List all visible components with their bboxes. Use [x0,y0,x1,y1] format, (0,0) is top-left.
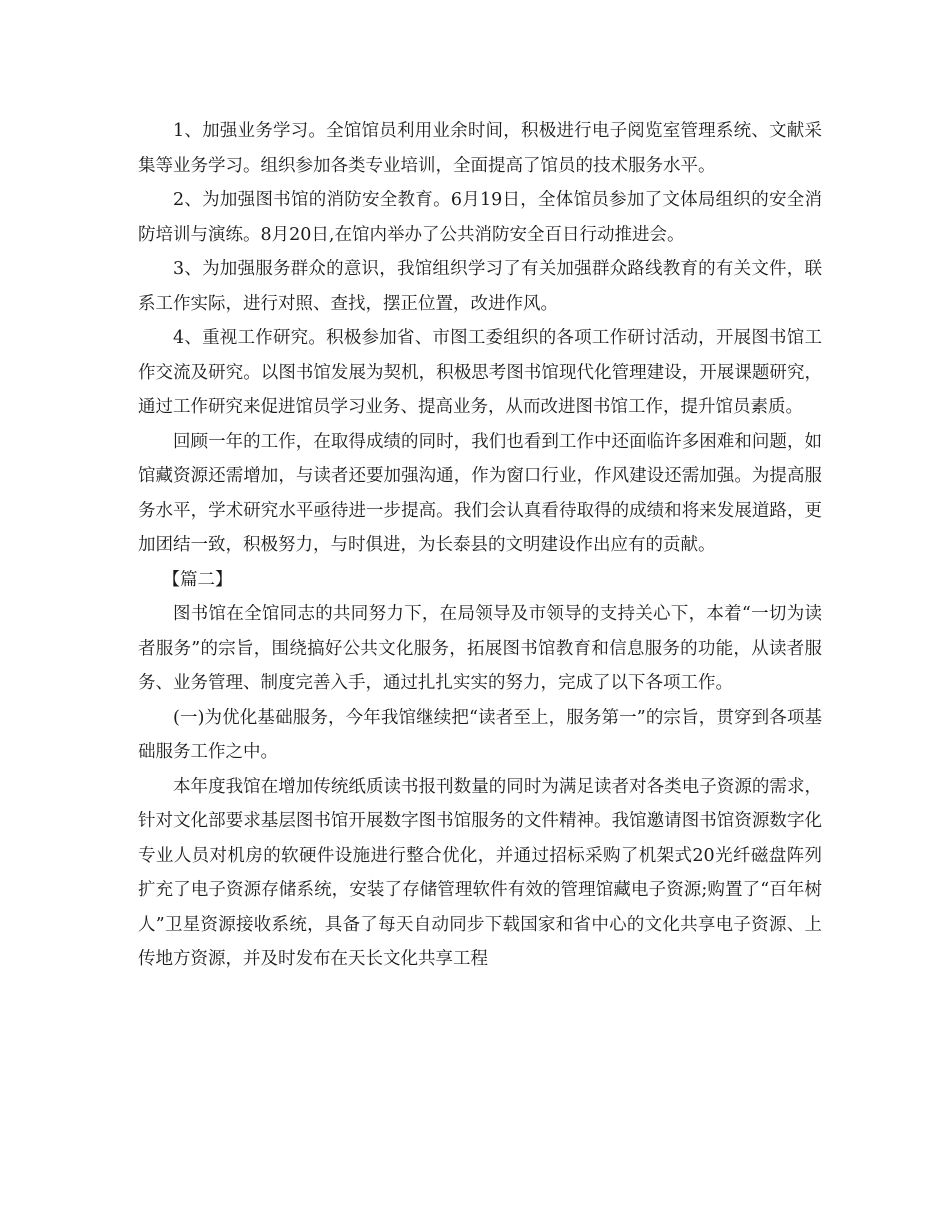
paragraph-digital-resources: 本年度我馆在增加传统纸质读书报刊数量的同时为满足读者对各类电子资源的需求，针对文化部要求基层图书馆开展数字图书馆服务的文件精神。我馆邀请图书馆资源数字化专业人员对机房的软硬件设施进行整合优化，并通过招标采购了机架式20光纤磁盘阵列扩充了电子资源存储系统，安装了存储管理软件有效的管理馆藏电子资源;购置了“百年树人”卫星资源接收系统，具备了每天自动同步下载国家和省中心的文化共享电子资源、上传地方资源，并及时发布在天长文化共享工程 [138,776,822,969]
paragraph-study: 1、加强业务学习。全馆馆员利用业余时间，积极进行电子阅览室管理系统、文献采集等业务学习。组织参加各类专业培训，全面提高了馆员的技术服务水平。 [138,121,822,176]
paragraph-intro: 图书馆在全馆同志的共同努力下，在局领导及市领导的支持关心下，本着“一切为读者服务”的宗旨，围绕搞好公共文化服务，拓展图书馆教育和信息服务的功能，从读者服务、业务管理、制度完善入手，通过扎扎实实的努力，完成了以下各项工作。 [138,604,822,693]
document-body [138,114,822,977]
paragraph-basic-service: (一)为优化基础服务，今年我馆继续把“读者至上，服务第一”的宗旨，贯穿到各项基础服务工作之中。 [138,707,822,762]
paragraph-service-awareness: 3、为加强服务群众的意识，我馆组织学习了有关加强群众路线教育的有关文件，联系工作实际，进行对照、查找，摆正位置，改进作风。 [138,259,822,314]
paragraph-research: 4、重视工作研究。积极参加省、市图工委组织的各项工作研讨活动，开展图书馆工作交流及研究。以图书馆发展为契机，积极思考图书馆现代化管理建设，开展课题研究，通过工作研究来促进馆员学习业务、提高业务，从而改进图书馆工作，提升馆员素质。 [138,328,822,417]
section-heading: 【篇二】 [162,569,233,590]
paragraph-fire-safety: 2、为加强图书馆的消防安全教育。6月19日，全体馆员参加了文体局组织的安全消防培训与演练。8月20日,在馆内举办了公共消防安全百日行动推进会。 [138,190,822,245]
paragraph-review: 回顾一年的工作，在取得成绩的同时，我们也看到工作中还面临许多困难和问题，如馆藏资源还需增加，与读者还要加强沟通，作为窗口行业，作风建设还需加强。为提高服务水平，学术研究水平亟待进一步提高。我们会认真看待取得的成绩和将来发展道路，更加团结一致，积极努力，与时俱进，为长泰县的文明建设作出应有的贡献。 [138,431,822,555]
